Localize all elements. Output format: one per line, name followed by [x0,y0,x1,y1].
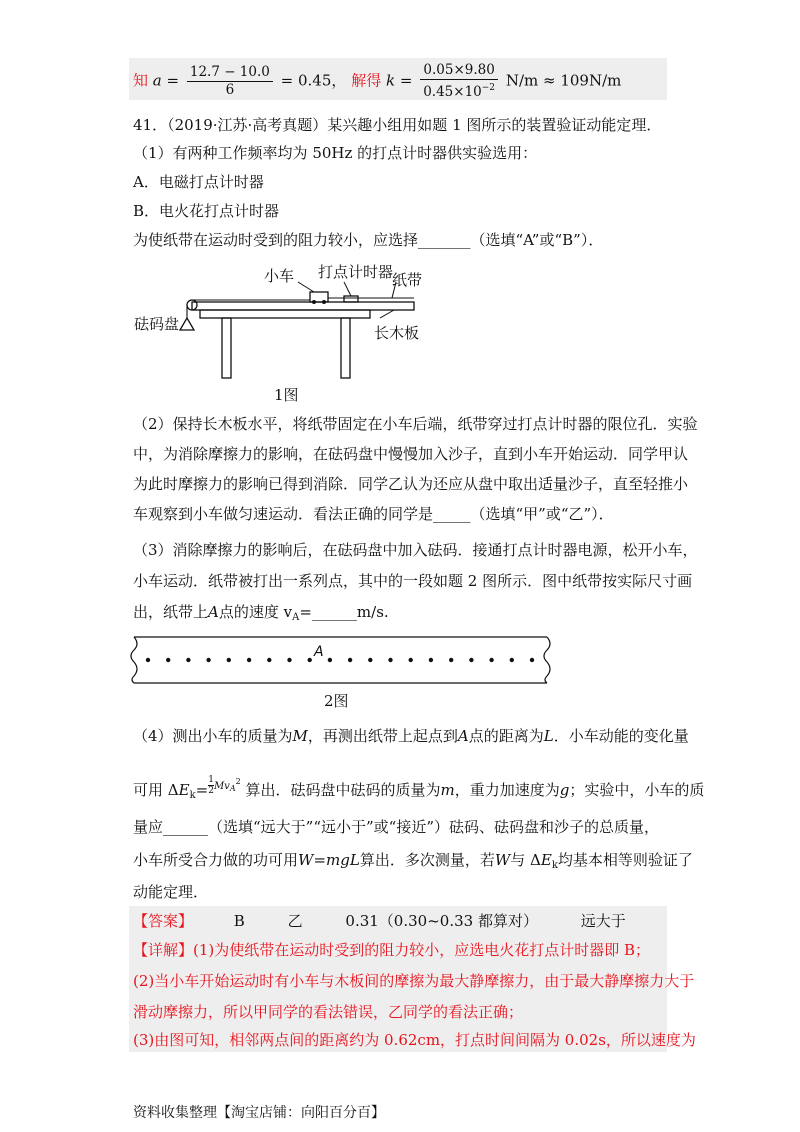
a-fraction [187,64,273,99]
part4-var-g: g [559,781,570,799]
part2-line4: 车观察到小车做匀速运动．看法正确的同学是_____（选填“甲”或“乙”）． [133,505,614,523]
part4-line1 [133,726,689,746]
tape-dot [368,658,372,662]
option-a: A．电磁打点计时器 [133,173,264,191]
part4-half-num: 1 [208,775,214,785]
tape-dot [227,658,231,662]
tape-right-tear [544,637,550,683]
answer-2: 乙 [287,912,303,930]
answer-label: 【答案】 [133,912,194,930]
tape-dot [489,658,493,662]
part4-text-1a: （4）测出小车的质量为 [133,727,293,745]
label-pan: 砝码盘 [134,315,180,333]
part4-var-L: L [543,727,554,745]
tape-dot [166,658,170,662]
figure2-caption: 2图 [324,692,349,710]
table-top [200,310,370,318]
tape-dot [449,658,453,662]
tape-dot [146,658,150,662]
label-board: 长木板 [374,324,420,342]
part3-sub-a: A [292,612,300,623]
table-leg-right [341,318,350,378]
leader-board [380,310,394,318]
k-result: N/m ≈ 109N/m [505,71,622,90]
tape-point-label: A [314,644,324,660]
figure1-apparatus [130,258,430,383]
part4-text-2c: ，重力加速度为 [454,781,560,799]
part4-text-2a: 可用 Δ [133,781,179,799]
part4-text-4c: 与 Δ [510,851,541,869]
tape-dot [469,658,473,662]
leader-timer [344,282,351,296]
part3-text-a: 出，纸带上 [133,603,209,621]
part2-line2: 中，为消除摩擦力的影响，在砝码盘中慢慢加入沙子，直到小车开始运动．同学甲认 [133,445,689,463]
part4-var-mgL: mgL [326,851,360,869]
detail-text-1: (1)为使纸带在运动时受到的阻力较小，应选电火花打点计时器即 B； [193,941,651,959]
part4-Mv: Mv [213,781,230,792]
figure1-caption: 1图 [274,386,299,404]
part3-text-d: =______m/s. [299,603,389,621]
tape-dot [348,658,352,662]
part2-line3: 为此时摩擦力的影响已得到消除．同学乙认为还应从盘中取出适量沙子，直至轻推小 [133,475,689,493]
label-tape: 纸带 [392,271,423,289]
long-board [192,302,414,310]
tape-dot [186,658,190,662]
k-den-base: 0.45×10 [423,84,482,100]
answer-4: 远大于 [580,912,626,930]
detail-label: 【详解】 [133,941,194,959]
part1-text: （1）有两种工作频率均为 50Hz 的打点计时器供实验选用： [133,144,538,162]
a-denominator: 6 [225,82,235,98]
answer-1: B [233,912,245,930]
cart-wheel-left [312,300,316,304]
part3-text-c: 点的速度 v [218,603,293,621]
detail-line4: (3)由图可知，相邻两点间的距离约为 0.62cm，打点时间间隔为 0.02s，所以速度为 [133,1031,696,1049]
figure2-tape [128,632,553,688]
option-b: B．电火花打点计时器 [133,202,280,220]
part4-text-4d: 均基本相等则验证了 [557,851,693,869]
tape-dots [146,658,534,662]
question-header: 41．（2019·江苏·高考真题）某兴趣小组用如题 1 图所示的装置验证动能定理． [133,116,662,134]
part3-point-a: A [208,603,219,621]
tape-left-tear [131,637,137,683]
part4-line4 [133,850,693,876]
part4-var-m: m [440,781,455,799]
a-numerator: 12.7 − 10.0 [187,64,273,82]
tape-dot [510,658,514,662]
tape-dot [429,658,433,662]
part4-text-2d: ；实验中，小车的质 [569,781,705,799]
k-fraction [420,62,498,101]
tape-dot [328,658,332,662]
part4-var-M: M [292,727,308,745]
part4-sub-k: k [189,790,196,801]
tape-dot [308,658,312,662]
part4-var-A: A [457,727,469,745]
leader-car [298,282,314,292]
answer-line [133,911,626,931]
tape-dot [206,658,210,662]
part2-line1: （2）保持长木板水平，将纸带固定在小车后端，纸带穿过打点计时器的限位孔．实验 [133,415,698,433]
a-result: = 0.45， [280,71,347,90]
part4-eq: = [195,781,209,799]
part4-text-1b: ，再测出纸带上起点到 [307,727,458,745]
tape-dot [388,658,392,662]
k-expression: k = [385,71,413,90]
solve-label: 解得 [351,71,382,90]
tape-dot [267,658,271,662]
part4-text-4b: 算出．多次测量，若 [359,851,495,869]
label-timer: 打点计时器 [318,263,394,281]
part3-line1: （3）消除摩擦力的影响后，在砝码盘中加入砝码．接通打点计时器电源，松开小车， [133,541,698,559]
detail-line2: (2)当小车开始运动时有小车与木板间的摩擦为最大静摩擦力，由于最大静摩擦力大于 [133,972,695,990]
a-expression: a = [152,71,180,90]
part4-eq2: = [313,851,327,869]
solution-prefix: 知 [133,71,149,90]
part4-var-E2: E [540,851,552,869]
detail-line1 [133,940,650,960]
part1-question: 为使纸带在运动时受到的阻力较小，应选择_______（选填“A”或“B”）． [133,231,604,249]
part4-half-den: 2 [208,786,214,796]
part3-line3 [133,602,389,628]
footer-note: 资料收集整理【淘宝店铺：向阳百分百】 [133,1105,385,1121]
part4-Mv-sup: 2 [235,777,241,786]
detail-line3: 滑动摩擦力，所以甲同学的看法错误，乙同学的看法正确； [133,1003,524,1021]
tape-dot [409,658,413,662]
table-leg-left [222,318,231,378]
part4-line2 [133,772,704,806]
part3-line2: 小车运动．纸带被打出一系列点，其中的一段如题 2 图所示．图中纸带按实际尺寸画 [133,572,693,590]
tape-dot [530,658,534,662]
part4-text-4a: 小车所受合力做的功可用 [133,851,299,869]
part4-text-1c: 点的距离为 [468,727,544,745]
part4-line5: 动能定理． [133,883,209,901]
part4-var-E: E [178,781,190,799]
part4-text-1d: ．小车动能的变化量 [553,727,689,745]
tape-dot [287,658,291,662]
tape-dot [247,658,251,662]
part4-sub-k2: k [551,860,558,871]
weight-pan [180,318,194,330]
part4-Mv-sub: A [229,784,236,793]
part4-var-W: W [298,851,314,869]
part4-text-2b: 算出．砝码盘中砝码的质量为 [240,781,441,799]
solution-line-top [133,62,621,101]
k-numerator: 0.05×9.80 [420,62,498,80]
k-den-exp: −2 [481,83,496,93]
cart-wheel-right [322,300,326,304]
k-denominator [420,80,498,101]
part4-line3: 量应______（选填“远大于”“远小于”或“接近”）砝码、砝码盘和沙子的总质量， [133,818,660,836]
answer-3: 0.31（0.30~0.33 都算对） [345,912,538,930]
label-car: 小车 [264,267,295,285]
part4-var-W2: W [494,851,511,869]
ticker-timer [344,296,358,302]
